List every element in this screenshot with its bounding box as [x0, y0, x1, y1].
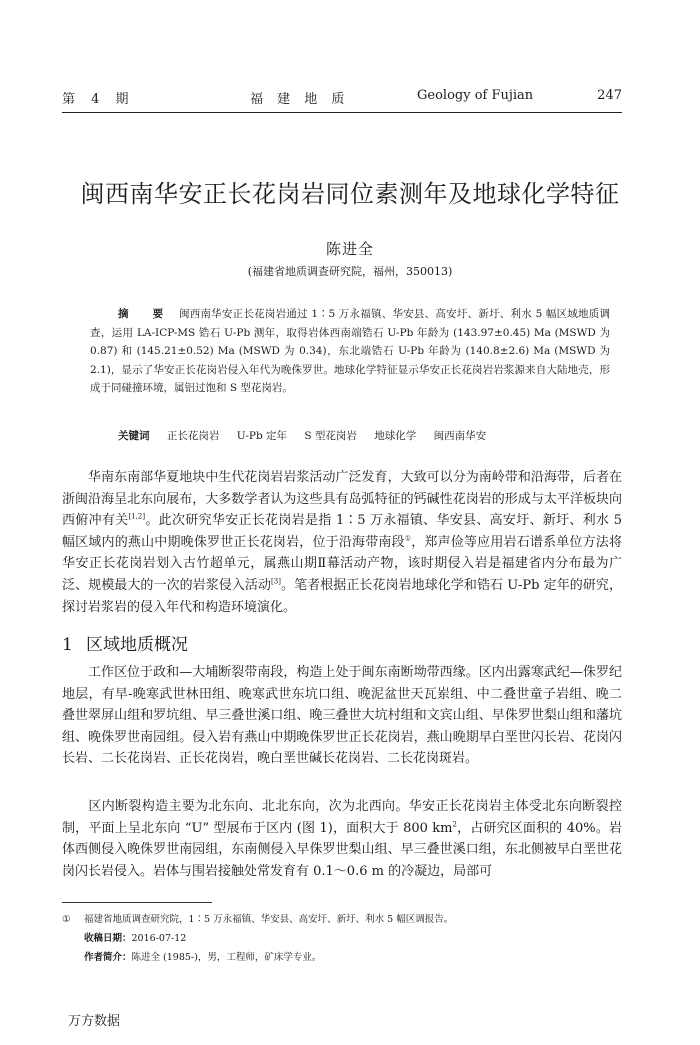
- citation: [1,2]: [128, 512, 146, 521]
- body-paragraph: 区内断裂构造主要为北东向、北北东向，次为北西向。华安正长花岗岩主体受北东向断裂控制，平面上呈北东向 “U” 型展布于区内 (图 1)，面积大于 800 $km^2$，占研究区面积的 40%。岩体西侧侵入晚侏罗世南园组，东南侧侵入早侏罗世梨山组、早三叠世溪口组，东北侧被早白垩世花岗闪长岩侵入。岩体与围岩接触处常发育有 0.1～0.6 m 的冷凝边，局部可: [62, 799, 622, 879]
- section-title: 区域地质概况: [86, 635, 188, 655]
- article-title: 闽西南华安正长花岗岩同位素测年及地球化学特征: [80, 180, 620, 208]
- page-number: 247: [597, 88, 622, 103]
- keyword: U-Pb 定年: [236, 430, 288, 442]
- keyword: S 型花岗岩: [304, 430, 357, 442]
- footnote-mark: ①: [62, 914, 71, 925]
- footnote: ① 福建省地质调查研究院，1∶5 万永福镇、华安县、高安圩、新圩、利水 5 幅区调报告。: [62, 910, 622, 929]
- footnotes: [62, 910, 622, 967]
- header-divider: [62, 112, 622, 113]
- footnote-divider: [62, 902, 212, 903]
- citation: [3]: [271, 577, 281, 586]
- watermark: 万方数据: [68, 1014, 121, 1029]
- issue-number: 第 4 期: [62, 92, 135, 107]
- intro-paragraph: 华南东南部华夏地块中生代花岗岩岩浆活动广泛发育，大致可以分为南岭带和沿海带，后者在浙闽沿海呈北东向展布，大多数学者认为这些具有岛弧特征的钙碱性花岗岩的形成与太平洋板块向西俯冲有关[1,2]。此次研究华安正长花岗岩是指 1∶5 万永福镇、华安县、高安圩、新圩、利水 5 幅区域内的燕山中期晚侏罗世正长花岗岩，位于沿海带南段①，郑声俭等应用岩石谱系单位方法将华安正长花岗岩划入古竹超单元，属燕山期Ⅱ幕活动产物，该时期侵入岩是福建省内分布最为广泛、规模最大的一次的岩浆侵入活动[3]。笔者根据正长花岗岩地球化学和锆石 U-Pb 定年的研究，探讨岩浆岩的侵入年代和构造环境演化。: [62, 470, 622, 615]
- author-bio: 作者简介：陈进全 (1985-)，男，工程师，矿床学专业。: [84, 952, 322, 963]
- footnote-ref: ①: [404, 534, 412, 543]
- keyword: 闽西南华安: [433, 430, 487, 442]
- article-author: 陈进全: [325, 240, 374, 258]
- abstract: [90, 305, 610, 398]
- author-affiliation: (福建省地质调查研究院，福州，350013): [247, 265, 453, 278]
- received-date: 收稿日期：2016-07-12: [84, 933, 187, 944]
- running-header: [62, 88, 622, 108]
- journal-name-en: Geology of Fujian: [417, 88, 534, 103]
- keyword: 正长花岗岩: [166, 430, 220, 442]
- keywords-label: 关键词: [118, 430, 150, 442]
- keyword: 地球化学: [374, 430, 417, 442]
- body-paragraph: 工作区位于政和—大埔断裂带南段，构造上处于闽东南断坳带西缘。区内出露寒武纪—侏罗纪地层，有早-晚寒武世林田组、晚寒武世东坑口组、晚泥盆世天瓦岽组、中二叠世童子岩组、晚二叠世翠屏山组和罗坑组、早三叠世溪口组、晚三叠世大坑村组和文宾山组、早侏罗世梨山组和藩坑组、晚侏罗世南园组。侵入岩有燕山中期晚侏罗世正长花岗岩，燕山晚期早白垩世闪长岩、花岗闪长岩、二长花岗岩、正长花岗岩，晚白垩世碱长花岗岩、二长花岗斑岩。: [62, 665, 622, 767]
- abstract-label: 摘 要: [118, 308, 174, 320]
- journal-name-cn: 福 建 地 质: [250, 92, 350, 107]
- keywords: [118, 428, 618, 443]
- section-heading: [62, 630, 188, 655]
- section-number: 1: [62, 635, 73, 655]
- abstract-text: 闽西南华安正长花岗岩通过 1∶5 万永福镇、华安县、高安圩、新圩、利水 5 幅区域地质调查，运用 LA-ICP-MS 锆石 U-Pb 测年，取得岩体西南端锆石 U-Pb 年龄为 (143.97±0.45) Ma (MSWD 为 0.87) 和 (145.21±0.52) Ma (MSWD 为 0.34)，东北端锆石 U-Pb 年龄为 (140.8±2.6) Ma (MSWD 为 2.1)，显示了华安正长花岗岩侵入年代为晚侏罗世。地球化学特征显示华安正长花岗岩岩浆源来自大陆地壳，形成于同碰撞环境，属铝过饱和 S 型花岗岩。: [90, 308, 611, 394]
